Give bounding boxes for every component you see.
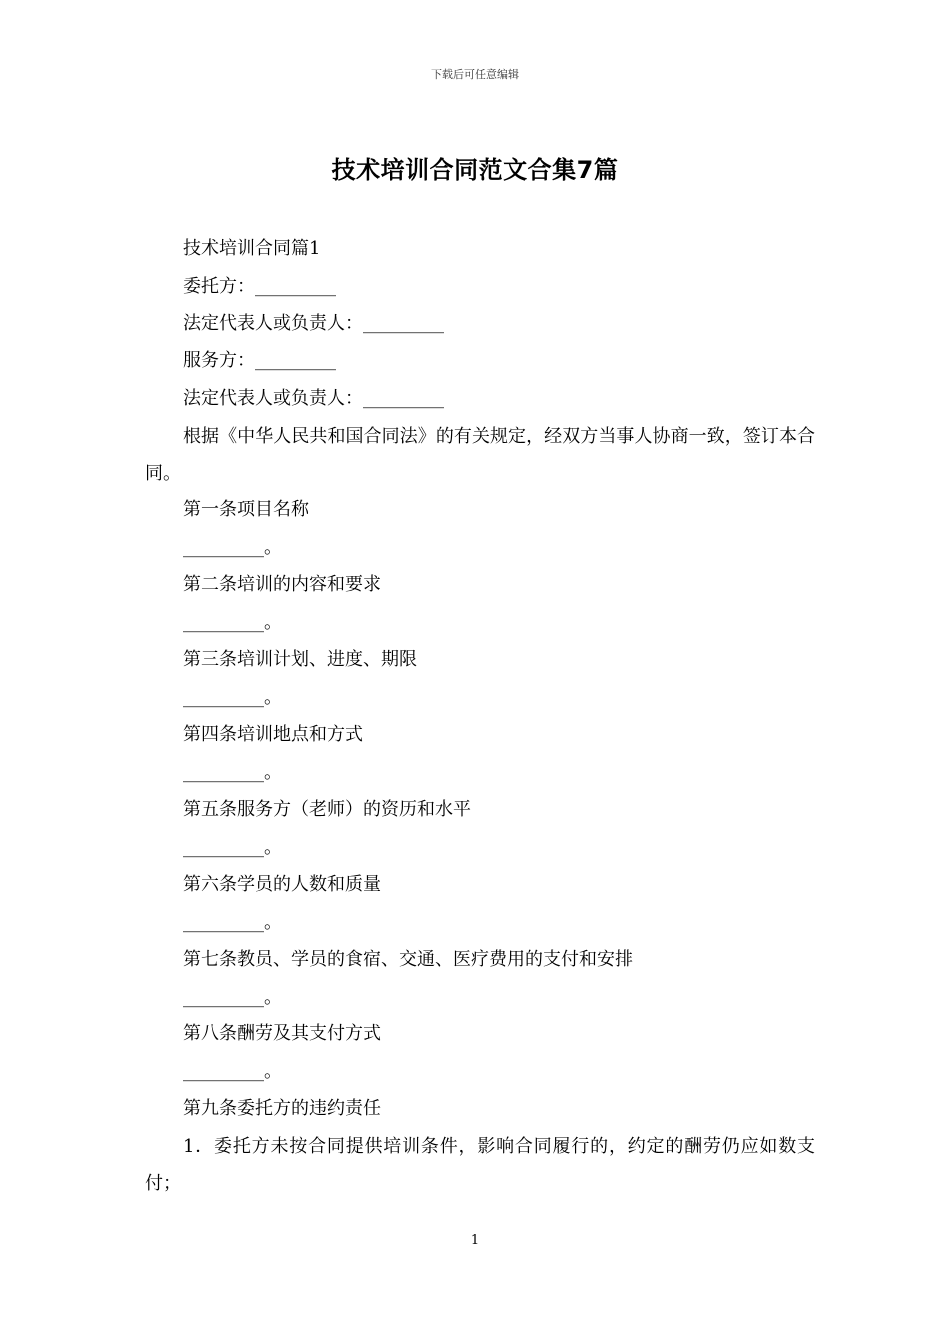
document-title: 技术培训合同范文合集7篇: [331, 156, 619, 184]
article-9-title: 第九条委托方的违约责任: [183, 1098, 381, 1119]
section-heading: 技术培训合同篇1: [183, 238, 321, 259]
article-blank: _________。: [183, 912, 282, 933]
article-title: 第四条培训地点和方式: [183, 724, 363, 745]
article-title: 第三条培训计划、进度、期限: [183, 649, 417, 670]
page-number: 1: [470, 1233, 480, 1248]
article-blank: _________。: [183, 537, 282, 558]
header-note: 下载后可任意编辑: [431, 68, 519, 81]
article-9-clause-1: 1．委托方未按合同提供培训条件，影响合同履行的，约定的酬劳仍应如数支付；: [145, 1136, 815, 1194]
preamble-paragraph: 根据《中华人民共和国合同法》的有关规定，经双方当事人协商一致，签订本合同。: [145, 426, 815, 484]
client-line: 委托方：_________: [183, 276, 336, 297]
article-blank: _________。: [183, 837, 282, 858]
article-blank: _________。: [183, 687, 282, 708]
article-title: 第五条服务方（老师）的资历和水平: [183, 799, 471, 820]
article-title: 第七条教员、学员的食宿、交通、医疗费用的支付和安排: [183, 949, 633, 970]
provider-line: 服务方：_________: [183, 350, 336, 371]
article-title: 第二条培训的内容和要求: [183, 574, 381, 595]
article-blank: _________。: [183, 1061, 282, 1082]
client-representative-line: 法定代表人或负责人：_________: [183, 313, 444, 334]
article-blank: _________。: [183, 762, 282, 783]
provider-representative-line: 法定代表人或负责人：_________: [183, 388, 444, 409]
article-title: 第六条学员的人数和质量: [183, 874, 381, 895]
article-title: 第一条项目名称: [183, 499, 309, 520]
article-title: 第八条酬劳及其支付方式: [183, 1023, 381, 1044]
article-blank: _________。: [183, 612, 282, 633]
article-blank: _________。: [183, 987, 282, 1008]
